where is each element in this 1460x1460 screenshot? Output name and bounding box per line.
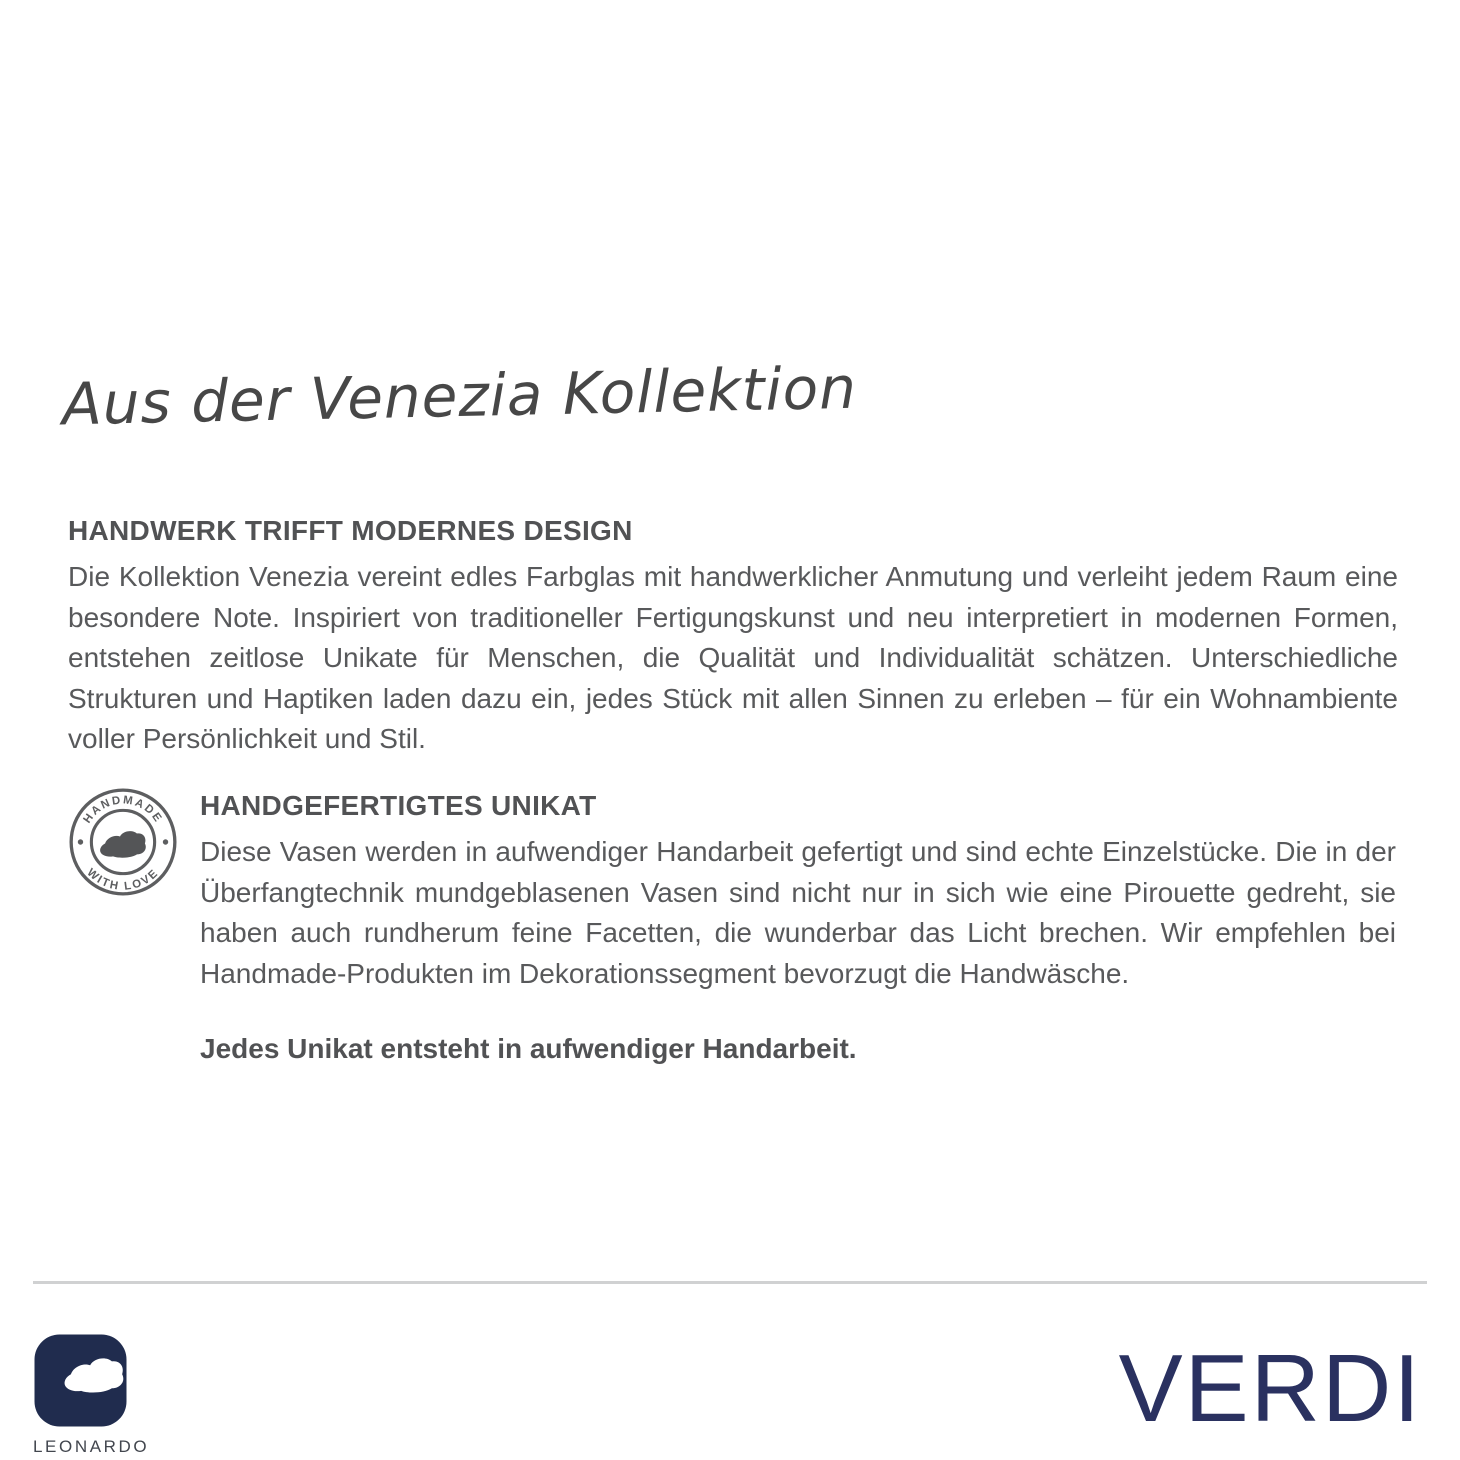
emphasis-line: Jedes Unikat entsteht in aufwendiger Handarbeit. <box>200 1033 857 1064</box>
section-craft-body: Die Kollektion Venezia vereint edles Farbglas mit handwerklicher Anmutung und verleiht jedem Raum eine besondere Note. Inspiriert von traditioneller Fertigungskunst und neu interpretiert in modernen Formen, entstehen zeitlose Unikate für Menschen, die Qualität und Individualität schätzen. Unterschiedliche Strukturen und Haptiken laden dazu ein, jedes Stück mit allen Sinnen zu erleben – für ein Wohnambiente voller Persönlichkeit und Stil. <box>68 561 1398 754</box>
flying-heart-icon <box>100 831 146 858</box>
section-craft <box>68 514 1398 760</box>
handmade-stamp-icon <box>67 786 179 898</box>
badge-top-text: HANDMADE <box>81 794 165 826</box>
section-craft-heading: HANDWERK TRIFFT MODERNES DESIGN <box>68 515 633 546</box>
section-unikat-heading: HANDGEFERTIGTES UNIKAT <box>200 790 597 821</box>
badge-right-dot <box>163 839 168 844</box>
brand-block <box>33 1333 153 1457</box>
badge-left-dot <box>78 839 83 844</box>
footer-divider <box>33 1281 1427 1284</box>
collection-script-title: Aus der Venezia Kollektion <box>61 353 858 439</box>
series-name-label: VERDI <box>1118 1335 1422 1442</box>
brand-name-label: LEONARDO <box>33 1437 150 1456</box>
badge-bottom-text: WITH LOVE <box>84 866 162 893</box>
section-unikat-body: Diese Vasen werden in aufwendiger Handarbeit gefertigt und sind echte Einzelstücke. Die in der Überfangtechnik mundgeblasenen Vasen sind nicht nur in sich wie eine Pirouette gedreht, sie haben auch rundherum feine Facetten, die wunderbar das Licht brechen. Wir empfehlen bei Handmade-Produkten im Dekorationssegment bevorzugt die Handwäsche. <box>200 836 1396 989</box>
section-unikat <box>200 789 1396 994</box>
leonardo-logo-icon <box>33 1333 128 1428</box>
